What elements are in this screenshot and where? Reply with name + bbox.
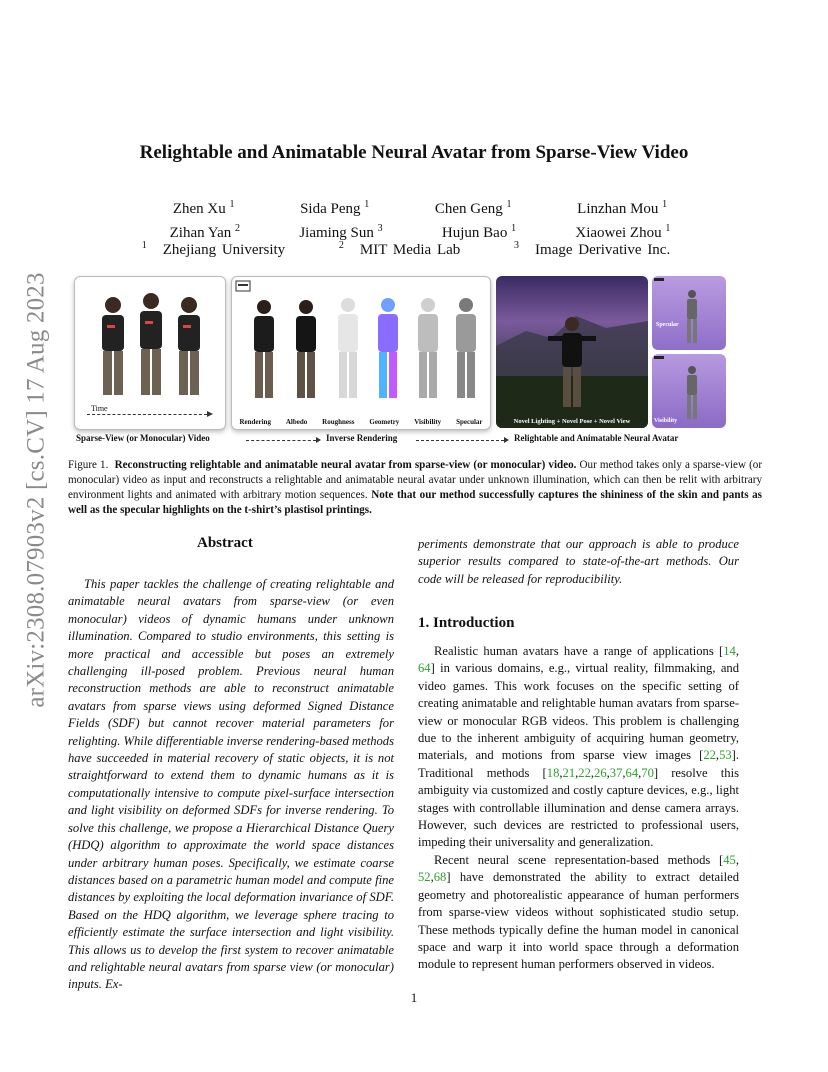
citation-link[interactable]: 64	[625, 765, 639, 780]
author: Jiaming Sun $^3$	[299, 223, 383, 241]
arxiv-stamp	[20, 272, 54, 708]
label-specular: Specular	[456, 418, 483, 426]
text-run: ,	[735, 852, 739, 867]
citation-link[interactable]: 68	[433, 870, 447, 885]
specular-panel	[652, 276, 726, 350]
text-run: ,	[575, 765, 579, 780]
citation-link[interactable]: 22	[578, 765, 591, 780]
specular-label: Specular	[656, 322, 679, 328]
introduction-heading: 1. Introduction	[418, 615, 515, 631]
author: Linzhan Mou $^1$	[577, 199, 668, 217]
arxiv-stamp-text: arXiv:2308.07903v2 [cs.CV] 17 Aug 2023	[23, 272, 51, 708]
abstract-body: This paper tackles the challenge of creating relightable and animatable neural avatars from sparse-view (or even monocular) videos of dynamic humans under unknown illumination. Compared to studio environments, this setting is more practical and accessible but poses an extremely challenging ill-posed problem. Previous neural human reconstruction methods are able to reconstruct animatable avatars from sparse views using deformed Signed Distance Fields (SDF) but cannot recover material parameters for relighting. While differentiable inverse rendering-based methods have succeeded in material recovery of static objects, it is not straightforward to extend them to dynamic humans as it is computationally intensive to compute pixel-surface intersection and light visibility on deformed SDFs for inverse rendering. To solve this challenge, we propose a Hierarchical Distance Query (HDQ) algorithm to approximate the world space distances under arbitrary human poses. Specifically, we estimate coarse distances based on a parametric human model and compute fine distances by exploiting the local deformation invariance of SDF. Based on the HDQ algorithm, we leverage sphere tracing to efficiently estimate the surface intersection and light visibility. This allows us to develop the first system to recover animatable and relightable neural avatars from sparse view (or monocular) inputs. Ex-	[68, 577, 394, 992]
label-rendering: Rendering	[239, 418, 271, 426]
paper-title: Relightable and Animatable Neural Avatar from Sparse-View Video	[139, 142, 689, 163]
author: Zihan Yan $^2$	[169, 223, 241, 241]
author: Xiaowei Zhou $^1$	[575, 223, 671, 241]
abstract-heading: Abstract	[197, 535, 253, 551]
teaser-figure	[74, 274, 729, 446]
text-run: ,	[622, 765, 626, 780]
citation-link[interactable]: 64	[418, 661, 431, 676]
author: Zhen Xu $^1$	[172, 199, 235, 217]
stage-arrow	[246, 440, 316, 441]
author-list	[140, 195, 700, 243]
citation-link[interactable]: 37	[609, 765, 623, 780]
introduction-body	[418, 643, 739, 974]
affiliation: $^2$ MIT Media Lab	[338, 240, 461, 258]
material-figures	[232, 277, 490, 429]
input-video-panel	[74, 276, 226, 430]
affiliation: $^1$ Zhejiang University	[141, 240, 286, 258]
specular-figure	[652, 276, 726, 350]
text-run: ,	[735, 644, 739, 658]
citation-link[interactable]: 14	[723, 644, 736, 658]
time-label: Time	[91, 404, 108, 413]
text-run: ] have demonstrated the ability to extract detailed geometry and photorealistic appearance of human performers from sparse-view videos without sophisticated studio setup. These methods typically define the human model in canonical space and warp it into world space through a deformation module to represent human performers observed in videos.	[418, 870, 739, 972]
text-run: ,	[715, 748, 720, 763]
page-number: 1	[410, 990, 418, 1005]
stage-inverse-rendering: Inverse Rendering	[326, 433, 398, 443]
text-run: ,	[559, 765, 563, 780]
text-run: ,	[430, 870, 434, 885]
time-arrow	[87, 414, 207, 415]
citation-link[interactable]: 21	[562, 765, 576, 780]
relit-scene-panel	[496, 276, 648, 428]
affiliation: $^3$ Image Derivative Inc.	[514, 240, 671, 258]
label-geometry: Geometry	[369, 418, 400, 426]
citation-link[interactable]: 18	[546, 765, 560, 780]
inverse-rendering-panel	[231, 276, 491, 430]
author-row-1	[140, 195, 700, 219]
text-run: ] in various domains, e.g., virtual reality, filmmaking, and video games. This work focuses on the specific setting of creating animatable and relightable human avatars from sparse-view or monocular RGB videos. This problem is challenging due to the inherent ambiguity of acquiring human geometry, materials, and motions from sparse view images [	[418, 661, 739, 763]
text-run: ] resolve this ambiguity via customized and costly capture devices, e.g., light stages with controllable illumination and dense camera arrays. However, such devices are restricted to professional users, impeding their universality and generalization.	[418, 765, 739, 850]
text-run: Recent neural scene representation-based methods [	[434, 852, 724, 867]
text-run: ,	[638, 765, 642, 780]
text-run: Realistic human avatars have a range of applications [	[434, 644, 724, 658]
text-run: ,	[606, 765, 610, 780]
citation-link[interactable]: 26	[594, 765, 607, 780]
citation-link[interactable]: 52	[418, 870, 431, 885]
novel-label: Novel Lighting + Novel Pose + Novel View	[513, 418, 631, 425]
relit-figure	[496, 276, 648, 428]
label-albedo: Albedo	[285, 418, 308, 426]
visibility-label: Visibility	[654, 418, 678, 424]
text-run: ]. Traditional methods [	[418, 748, 739, 780]
material-labels	[232, 418, 490, 426]
stage-arrow	[416, 440, 504, 441]
affiliations	[0, 240, 828, 259]
visibility-figure	[652, 354, 726, 428]
author: Chen Geng $^1$	[434, 199, 512, 217]
citation-link[interactable]: 53	[719, 748, 732, 763]
figure-caption: Figure 1. Reconstructing relightable and animatable neural avatar from sparse-view (or monocular) video. Our method takes only a sparse-view (or monocular) video as input and reconstructs a relightable and animatable neural avatar under unknown illumination, which can then be relit with arbitrary environment lights and animated with arbitrary motion sequences. Note that our method successfully captures the shininess of the skin and pants as well as the specular highlights on the t-shirt’s plastisol printings.	[68, 459, 763, 516]
citation-link[interactable]: 22	[703, 748, 716, 763]
citation-link[interactable]: 45	[723, 852, 736, 867]
abstract-continued: periments demonstrate that our approach is able to produce superior results compared to state-of-the-art methods. Our code will be released for reproducibility.	[418, 537, 739, 586]
label-roughness: Roughness	[322, 418, 355, 426]
stage-sparse-view: Sparse-View (or Monocular) Video	[76, 433, 210, 443]
intro-paragraph-2	[418, 852, 739, 974]
citation-link[interactable]: 70	[641, 765, 654, 780]
stage-avatar: Relightable and Animatable Neural Avatar	[514, 433, 679, 443]
author: Hujun Bao $^1$	[441, 223, 517, 241]
label-visibility: Visibility	[414, 418, 442, 426]
text-run: ,	[590, 765, 595, 780]
author: Sida Peng $^1$	[300, 199, 370, 217]
visibility-panel	[652, 354, 726, 428]
intro-paragraph-1	[418, 643, 739, 852]
pipeline-stage-labels	[74, 433, 729, 447]
